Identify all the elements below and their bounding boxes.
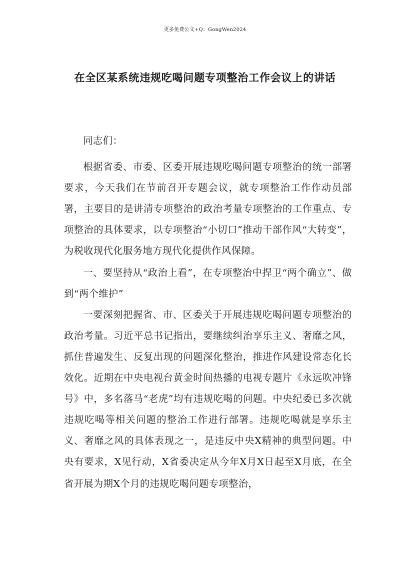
paragraph-1-1: 一要深刻把握省、市、区委关于开展违规吃喝问题专项整治的政治考量。习近平总书记指出，要继续纠治享乐主义、奢靡之风，抓住普遍发生、反复出现的问题深化整治，推进作风建设常态化长效化。近期在中央电视台黄金时间热播的电视专题片《永远吹冲锋号》中，多名落马“老虎”均有违规吃喝的问题。中央纪委已多次就违规吃喝等相关问题的整治工作进行部署。违规吃喝就是享乐主义、奢靡之风的具体表现之一，是违反中央Ⅹ精神的典型问题。中央有要求，Ⅹ见行动，Ⅹ省委决定从今年Ⅹ月Ⅹ日起至Ⅹ月底，在全省开展为期Ⅹ个月的违规吃喝问题专项整治， <box>64 309 352 490</box>
salutation: 同志们： <box>83 136 123 147</box>
document-title: 在全区某系统违规吃喝问题专项整治工作会议上的讲话 <box>74 72 336 84</box>
watermark-text: 更多免费公文+Q：GongWen2024 <box>163 27 247 33</box>
section-heading-1: 一、要坚持从“政治上看”，在专项整治中捍卫“两个确立”、做到“两个维护” <box>64 267 352 300</box>
paragraph-intro: 根据省委、市委、区委开展违规吃喝问题专项整治的统一部署要求，今天我们在节前召开专题会议，就专项整治工作作动员部署，主要目的是讲清专项整治的政治考量专项整治的工作重点、专项整治的具体要求，以专项整治“小切口”推动干部作风“大转变”，为税收现代化服务地方现代化提供作风保障。 <box>64 162 352 258</box>
document-body <box>64 131 352 495</box>
